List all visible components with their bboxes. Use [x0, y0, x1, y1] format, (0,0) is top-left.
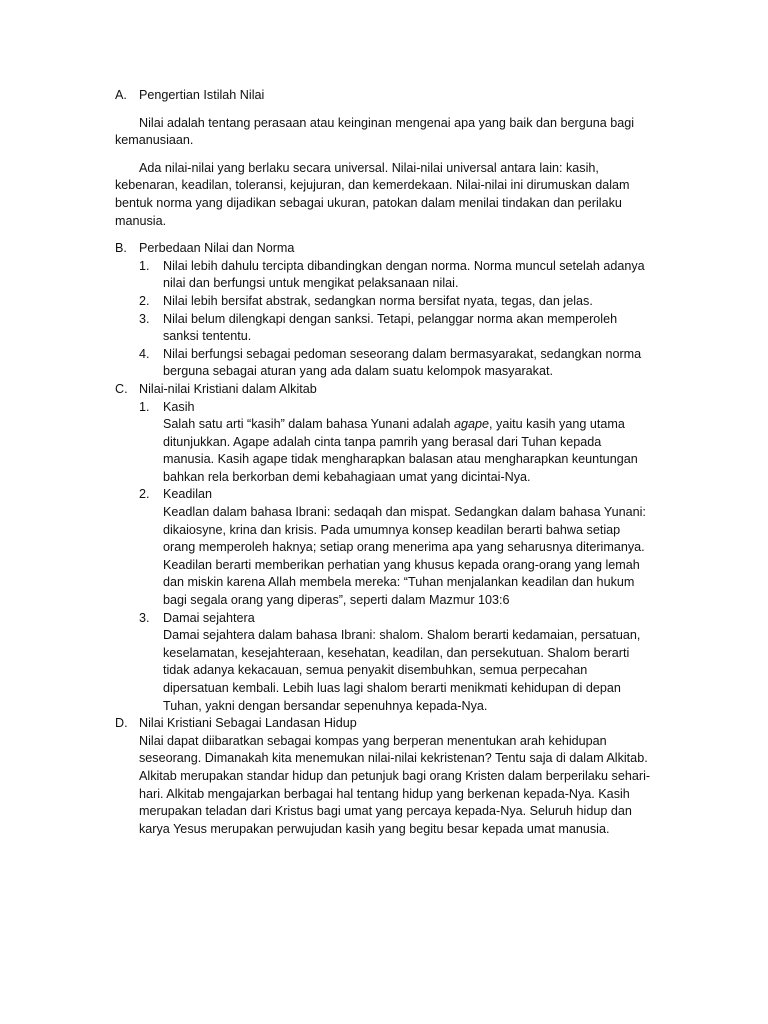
section-a-paragraph-1: Nilai adalah tentang perasaan atau keinginan mengenai apa yang baik dan berguna bagi kemanusiaan.	[115, 115, 635, 148]
list-item-text: Nilai berfungsi sebagai pedoman seseorang dalam bermasyarakat, sedangkan norma berguna sebagai aturan yang ada dalam suatu kelompok masyarakat.	[163, 346, 642, 379]
list-item-number: 3.	[139, 610, 150, 625]
section-d-title: Nilai Kristiani Sebagai Landasan Hidup	[139, 716, 357, 731]
list-item-number: 1.	[139, 399, 150, 414]
section-a	[115, 87, 655, 230]
list-item	[139, 311, 655, 346]
section-c-list	[139, 399, 655, 716]
list-item	[139, 258, 655, 293]
list-item-heading: Keadilan	[163, 487, 213, 502]
section-a-title: Pengertian Istilah Nilai	[139, 88, 265, 102]
list-item-heading: Damai sejahtera	[163, 610, 255, 625]
list-item	[139, 293, 655, 311]
list-item	[139, 486, 655, 609]
list-item-text: Keadlan dalam bahasa Ibrani: sedaqah dan mispat. Sedangkan dalam bahasa Yunani: dikaiosyne, krina dan krisis. Pada umumnya konsep keadilan berarti bahwa setiap orang memperoleh haknya; setiap orang menerima apa yang seharusnya diterimanya. Keadilan berarti memberikan perhatian yang khusus kepada orang-orang yang lemah dan miskin karena Allah membela mereka: “Tuhan menjalankan keadilan dan hukum bagi segala orang yang diperas”, seperti dalam Mazmur 103:6	[163, 505, 646, 608]
section-b	[115, 240, 655, 381]
section-c-title: Nilai-nilai Kristiani dalam Alkitab	[139, 381, 317, 396]
agape-term: agape	[454, 417, 490, 432]
list-item-text	[163, 417, 638, 484]
section-b-title: Perbedaan Nilai dan Norma	[139, 241, 295, 256]
kasih-text-start: Salah satu arti “kasih” dalam bahasa Yunani adalah	[163, 417, 455, 432]
list-item-text: Nilai lebih bersifat abstrak, sedangkan norma bersifat nyata, tegas, dan jelas.	[163, 293, 593, 308]
list-item-number: 3.	[139, 311, 150, 326]
list-item	[139, 399, 655, 487]
list-item-text: Nilai lebih dahulu tercipta dibandingkan dengan norma. Norma muncul setelah adanya nilai dan berfungsi untuk mengikat pelaksanaan nilai.	[163, 258, 645, 291]
section-d-paragraph: Nilai dapat diibaratkan sebagai kompas yang berperan menentukan arah kehidupan seseorang. Dimanakah kita menemukan nilai-nilai kekristenan? Tentu saja di dalam Alkitab. Alkitab merupakan standar hidup dan petunjuk bagi orang Kristen dalam berperilaku sehari-hari. Alkitab mengajarkan berbagai hal tentang hidup yang berkenan kepada-Nya. Kasih merupakan teladan dari Kristus bagi umat yang percaya kepada-Nya. Seluruh hidup dan karya Yesus merupakan perwujudan kasih yang begitu besar kepada umat manusia.	[139, 733, 651, 836]
section-c-letter: C.	[115, 381, 128, 396]
list-item-text: Damai sejahtera dalam bahasa Ibrani: shalom. Shalom berarti kedamaian, persatuan, keselamatan, kesejahteraan, kesehatan, keadilan, dan persekutuan. Shalom berarti tidak adanya kekacauan, semua penyakit disembuhkan, semua perpecahan dipersatuan kembali. Lebih luas lagi shalom berarti menikmati kehidupan di depan Tuhan, yakni dengan bersandar sepenuhnya kepada-Nya.	[163, 628, 641, 713]
list-item-number: 1.	[139, 258, 150, 273]
list-item-number: 2.	[139, 293, 150, 308]
document-body	[115, 87, 655, 838]
section-b-list	[139, 258, 655, 381]
list-item	[139, 346, 655, 381]
list-item-heading: Kasih	[163, 399, 195, 414]
list-item-text: Nilai belum dilengkapi dengan sanksi. Tetapi, pelanggar norma akan memperoleh sanksi tententu.	[163, 311, 618, 344]
section-d-letter: D.	[115, 716, 128, 731]
list-item-number: 2.	[139, 487, 150, 502]
list-item-number: 4.	[139, 346, 150, 361]
list-item	[139, 610, 655, 716]
section-a-paragraph-2: Ada nilai-nilai yang berlaku secara universal. Nilai-nilai universal antara lain: kasih, kebenaran, keadilan, toleransi, kejujuran, dan kemerdekaan. Nilai-nilai ini dirumuskan dalam bentuk norma yang dijadikan sebagai ukuran, patokan dalam menilai tindakan dan perilaku manusia.	[115, 160, 630, 228]
section-a-letter: A.	[115, 88, 127, 102]
section-d	[115, 715, 655, 838]
section-b-letter: B.	[115, 241, 127, 256]
section-c	[115, 381, 655, 715]
kasih-text-end: , yaitu kasih yang utama ditunjukkan. Agape adalah cinta tanpa pamrih yang berasal dari Tuhan kepada manusia. Kasih agape tidak mengharapkan balasan atau mengharapkan keuntungan bahkan rela berkorban demi kebahagiaan umat yang dicintai-Nya.	[163, 417, 638, 484]
